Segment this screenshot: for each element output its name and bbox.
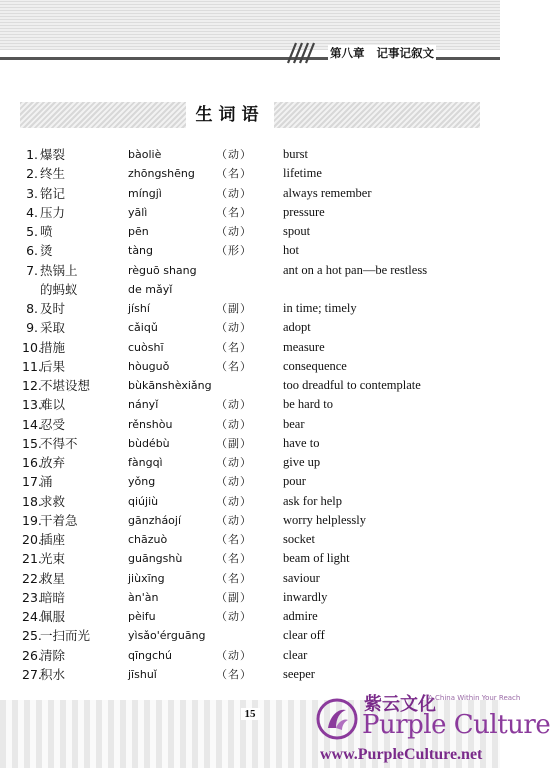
vocab-word: 终生 bbox=[40, 166, 66, 182]
watermark-tagline: A China Within Your Reach bbox=[428, 694, 521, 702]
vocab-number: 3. bbox=[26, 185, 38, 201]
vocab-english: consequence bbox=[283, 358, 347, 373]
vocab-part-of-speech: （副） bbox=[216, 590, 252, 604]
page-title: 生词语 bbox=[186, 101, 274, 129]
vocab-word: 铭记 bbox=[40, 185, 66, 201]
vocab-part-of-speech: （动） bbox=[216, 648, 252, 662]
vocab-row bbox=[0, 145, 500, 164]
vocab-english: clear off bbox=[283, 628, 325, 643]
vocab-number: 12. bbox=[22, 378, 42, 393]
vocab-pinyin: àn'àn bbox=[128, 590, 159, 604]
vocab-row bbox=[0, 222, 500, 241]
vocab-part-of-speech: （动） bbox=[216, 494, 252, 508]
vocab-row bbox=[0, 472, 500, 491]
vocab-word: 采取 bbox=[40, 320, 66, 336]
vocab-word: 积水 bbox=[40, 666, 66, 682]
vocab-pinyin: bùkānshèxiǎng bbox=[128, 379, 212, 392]
vocab-word: 爆裂 bbox=[40, 147, 66, 162]
vocab-row bbox=[0, 395, 500, 414]
chapter-section: 记事记叙文 bbox=[376, 46, 434, 60]
vocab-number: 19. bbox=[22, 512, 42, 528]
vocab-number: 18. bbox=[22, 493, 42, 509]
vocab-number: 15. bbox=[22, 435, 42, 451]
vocab-word: 求救 bbox=[40, 493, 66, 509]
vocab-part-of-speech: （形） bbox=[216, 244, 252, 258]
vocab-english: adopt bbox=[283, 320, 311, 335]
vocab-word: 干着急 bbox=[40, 512, 78, 528]
vocab-part-of-speech: （名） bbox=[216, 667, 252, 681]
vocab-row bbox=[0, 549, 500, 568]
vocab-row bbox=[0, 588, 500, 607]
vocab-english: hot bbox=[283, 243, 299, 258]
vocab-pinyin: jiùxīng bbox=[128, 571, 165, 585]
vocab-part-of-speech: （动） bbox=[216, 610, 252, 623]
vocab-english: worry helplessly bbox=[283, 512, 366, 527]
vocab-row bbox=[0, 357, 500, 376]
vocab-number: 11. bbox=[22, 358, 42, 374]
vocab-pinyin: chāzuò bbox=[128, 533, 168, 546]
vocab-row bbox=[0, 569, 500, 588]
vocab-number: 23. bbox=[22, 589, 42, 605]
vocab-english: clear bbox=[283, 647, 308, 662]
vocab-part-of-speech: （名） bbox=[216, 340, 252, 354]
page-number: 15 bbox=[0, 708, 500, 720]
vocab-english: give up bbox=[283, 455, 321, 469]
watermark-url: www.PurpleCulture.net bbox=[320, 746, 483, 763]
vocab-number: 25. bbox=[22, 628, 42, 644]
vocab-english: be hard to bbox=[283, 397, 333, 412]
vocab-word: 佩服 bbox=[40, 609, 66, 624]
vocab-pinyin: cǎiqǔ bbox=[128, 321, 158, 335]
vocab-english: beam of light bbox=[283, 551, 350, 566]
vocab-word: 救星 bbox=[40, 570, 66, 586]
vocab-pinyin: yǒng bbox=[128, 475, 156, 489]
vocab-english: in time; timely bbox=[283, 301, 357, 315]
vocab-part-of-speech: （名） bbox=[216, 167, 252, 181]
vocab-part-of-speech: （动） bbox=[216, 148, 252, 161]
vocab-pinyin: míngjì bbox=[128, 186, 162, 200]
vocab-number: 26. bbox=[22, 647, 42, 663]
vocab-english: ask for help bbox=[283, 493, 343, 508]
vocab-word: 及时 bbox=[40, 301, 66, 316]
vocab-pinyin: qiújiù bbox=[128, 494, 159, 508]
vocab-part-of-speech: （动） bbox=[216, 321, 252, 335]
vocab-word: 难以 bbox=[40, 397, 66, 413]
vocab-word: 喷 bbox=[40, 224, 53, 239]
vocab-pinyin: guāngshù bbox=[128, 552, 183, 566]
vocab-row bbox=[0, 530, 500, 549]
vocab-number: 20. bbox=[22, 532, 42, 547]
vocab-english: too dreadful to contemplate bbox=[283, 378, 421, 392]
vocab-english: saviour bbox=[283, 570, 320, 585]
vocab-pinyin: règuō shang de mǎyǐ bbox=[128, 263, 197, 296]
vocab-english: lifetime bbox=[283, 166, 322, 181]
vocab-row bbox=[0, 241, 500, 260]
vocab-row bbox=[0, 665, 500, 684]
vocab-english: socket bbox=[283, 532, 315, 546]
vocabulary-list bbox=[0, 145, 500, 684]
vocab-pinyin: jīshuǐ bbox=[128, 667, 157, 681]
vocab-row bbox=[0, 626, 500, 645]
vocab-word: 涌 bbox=[40, 474, 53, 490]
vocab-row bbox=[0, 511, 500, 530]
vocab-part-of-speech: （名） bbox=[216, 533, 252, 546]
vocab-part-of-speech: （名） bbox=[216, 205, 252, 219]
vocab-word: 热锅上 的蚂蚁 bbox=[40, 262, 78, 297]
vocab-row bbox=[0, 299, 500, 318]
vocab-english: always remember bbox=[283, 185, 372, 200]
vocab-english: admire bbox=[283, 609, 318, 623]
vocab-word: 不堪设想 bbox=[40, 378, 91, 393]
purple-culture-logo-icon bbox=[316, 698, 358, 740]
vocab-number: 16. bbox=[22, 455, 42, 470]
vocab-word: 暗暗 bbox=[40, 589, 66, 605]
vocab-word: 忍受 bbox=[40, 416, 66, 432]
vocab-pinyin: bùdébù bbox=[128, 436, 170, 450]
vocab-word: 一扫而光 bbox=[40, 628, 91, 644]
vocab-row bbox=[0, 607, 500, 626]
vocab-number: 24. bbox=[22, 609, 42, 624]
vocab-word: 插座 bbox=[40, 532, 66, 547]
vocab-part-of-speech: （动） bbox=[216, 475, 252, 489]
vocab-pinyin: zhōngshēng bbox=[128, 167, 195, 181]
vocab-word: 措施 bbox=[40, 339, 66, 355]
vocab-pinyin: jíshí bbox=[128, 302, 150, 315]
vocab-english: burst bbox=[283, 147, 308, 161]
vocab-row bbox=[0, 184, 500, 203]
vocab-pinyin: yìsǎo'érguāng bbox=[128, 629, 206, 643]
vocab-part-of-speech: （动） bbox=[216, 417, 252, 431]
vocab-part-of-speech: （动） bbox=[216, 456, 252, 469]
vocab-part-of-speech: （动） bbox=[216, 513, 252, 527]
chapter-heading bbox=[328, 45, 436, 61]
vocab-row bbox=[0, 453, 500, 472]
vocab-part-of-speech: （名） bbox=[216, 552, 252, 566]
vocab-number: 27. bbox=[22, 666, 42, 682]
vocab-part-of-speech: （动） bbox=[216, 186, 252, 200]
vocab-pinyin: bàoliè bbox=[128, 148, 162, 161]
vocab-part-of-speech: （副） bbox=[216, 436, 252, 450]
vocab-number: 13. bbox=[22, 397, 42, 413]
vocab-word: 清除 bbox=[40, 647, 66, 663]
vocab-pinyin: nányǐ bbox=[128, 398, 159, 412]
vocab-part-of-speech: （名） bbox=[216, 359, 252, 373]
vocab-number: 17. bbox=[22, 474, 42, 490]
vocab-row bbox=[0, 434, 500, 453]
vocab-number: 21. bbox=[22, 551, 42, 567]
vocab-row bbox=[0, 318, 500, 337]
vocab-word: 光束 bbox=[40, 551, 66, 567]
vocab-part-of-speech: （副） bbox=[216, 302, 252, 315]
vocab-english: spout bbox=[283, 224, 311, 238]
vocab-row bbox=[0, 203, 500, 222]
vocab-number: 22. bbox=[22, 570, 42, 586]
vocab-row bbox=[0, 415, 500, 434]
vocab-part-of-speech: （动） bbox=[216, 225, 252, 238]
vocab-number: 6. bbox=[26, 243, 38, 259]
vocab-number: 14. bbox=[22, 416, 42, 432]
vocab-row bbox=[0, 261, 500, 300]
vocab-number: 1. bbox=[26, 147, 38, 162]
vocab-number: 2. bbox=[26, 166, 38, 182]
vocab-english: pressure bbox=[283, 204, 325, 219]
vocab-part-of-speech: （名） bbox=[216, 571, 252, 585]
vocab-pinyin: pèifu bbox=[128, 610, 156, 623]
vocab-english: ant on a hot pan—be restless bbox=[283, 262, 428, 277]
vocab-pinyin: hòuguǒ bbox=[128, 359, 170, 373]
vocab-word: 放弃 bbox=[40, 455, 66, 470]
vocab-pinyin: tàng bbox=[128, 244, 154, 258]
vocab-english: pour bbox=[283, 474, 306, 489]
vocab-word: 烫 bbox=[40, 243, 53, 259]
vocab-english: seeper bbox=[283, 666, 315, 681]
slash-ornament-icon bbox=[284, 41, 318, 65]
watermark bbox=[316, 688, 550, 768]
vocab-number: 10. bbox=[22, 339, 42, 355]
vocab-pinyin: cuòshī bbox=[128, 340, 164, 354]
vocab-pinyin: qīngchú bbox=[128, 648, 172, 662]
vocab-english: bear bbox=[283, 416, 305, 431]
vocab-pinyin: gānzháojí bbox=[128, 513, 182, 527]
vocab-pinyin: fàngqì bbox=[128, 456, 163, 469]
vocab-number: 8. bbox=[26, 301, 38, 316]
vocab-pinyin: pēn bbox=[128, 225, 149, 238]
vocab-english: measure bbox=[283, 339, 325, 354]
vocab-word: 压力 bbox=[40, 204, 66, 220]
vocab-english: have to bbox=[283, 435, 320, 450]
vocab-number: 4. bbox=[26, 204, 38, 220]
vocab-row bbox=[0, 338, 500, 357]
vocab-part-of-speech: （动） bbox=[216, 398, 252, 412]
chapter-number: 第八章 bbox=[330, 46, 365, 60]
vocab-number: 7. bbox=[26, 262, 38, 278]
vocab-row bbox=[0, 646, 500, 665]
vocab-word: 不得不 bbox=[40, 435, 78, 451]
vocab-pinyin: yālì bbox=[128, 205, 148, 219]
vocab-english: inwardly bbox=[283, 589, 328, 604]
watermark-chinese: 紫云文化 bbox=[364, 694, 436, 715]
vocab-word: 后果 bbox=[40, 358, 66, 374]
watermark-brand: Purple Culture bbox=[362, 710, 550, 740]
vocab-pinyin: rěnshòu bbox=[128, 417, 173, 431]
vocab-number: 9. bbox=[26, 320, 38, 336]
vocab-row bbox=[0, 492, 500, 511]
vocab-number: 5. bbox=[26, 224, 38, 239]
vocab-row bbox=[0, 164, 500, 183]
vocab-row bbox=[0, 376, 500, 395]
